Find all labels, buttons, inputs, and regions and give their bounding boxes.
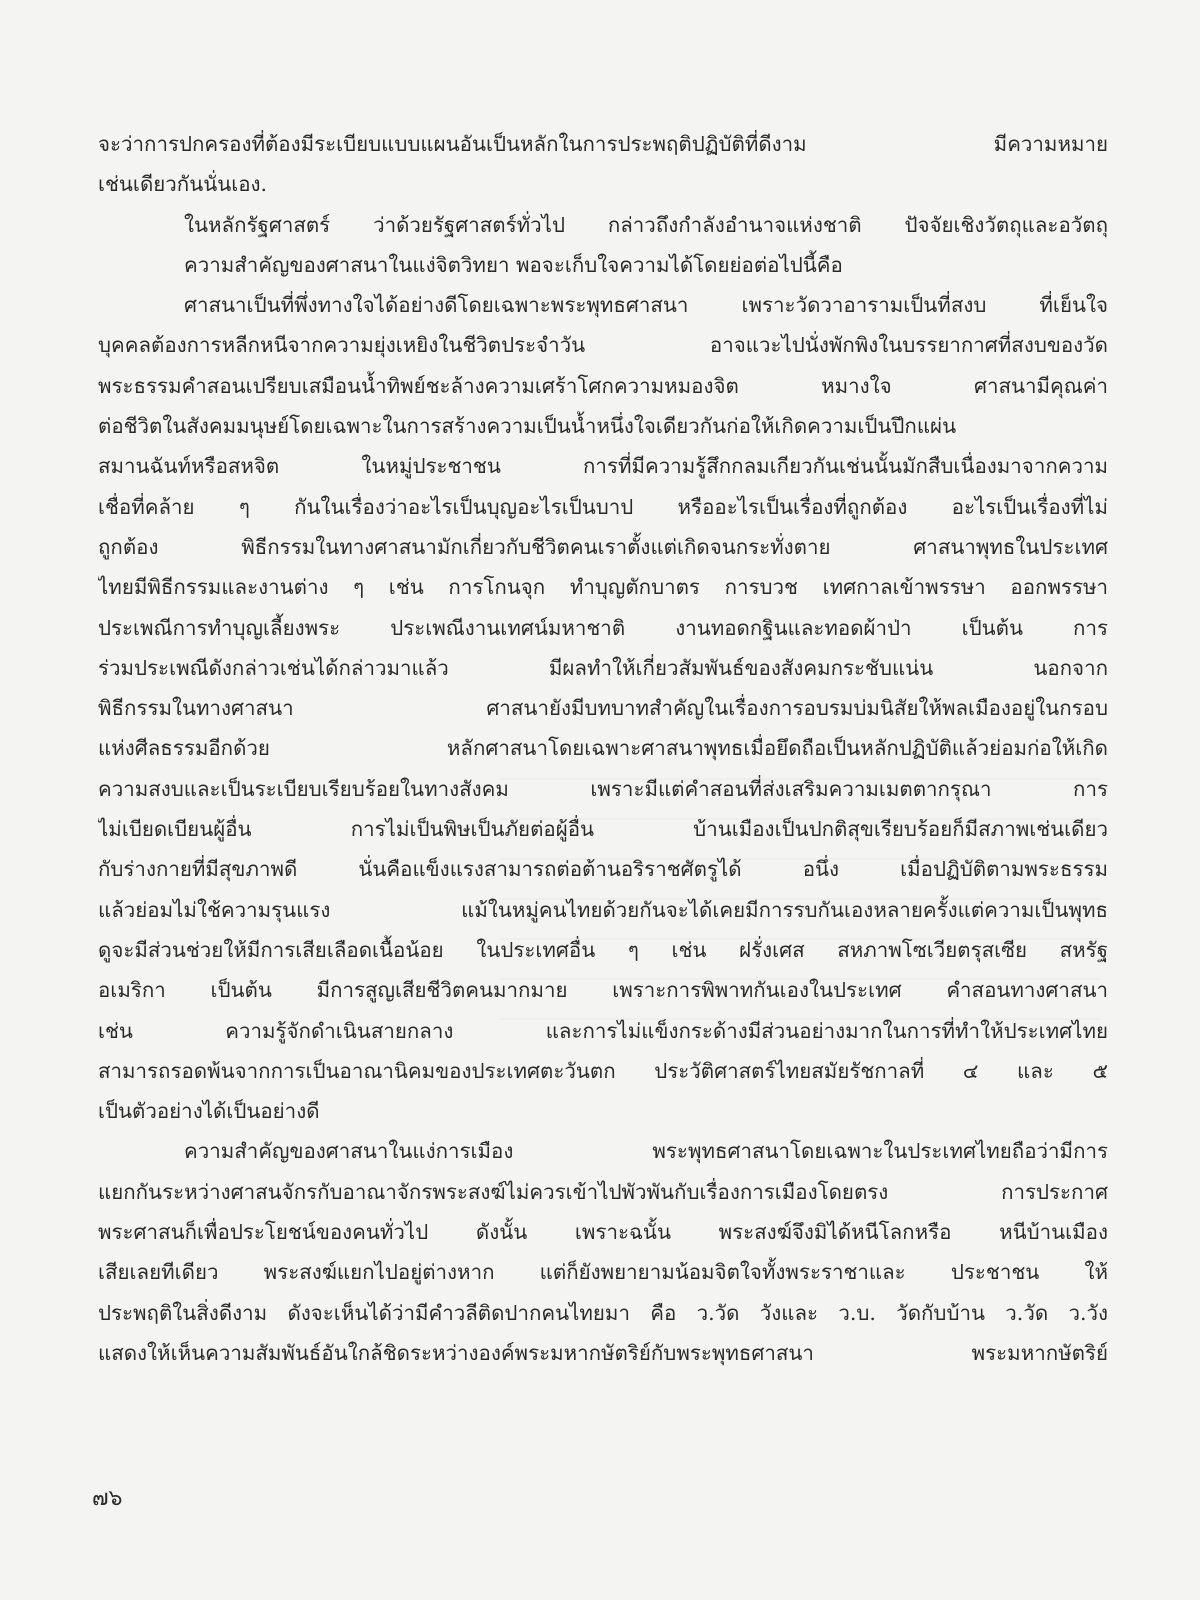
text-line: เชื่อที่คล้าย ๆ กันในเรื่องว่าอะไรเป็นบุญอะไรเป็นบาป หรืออะไรเป็นเรื่องที่ถูกต้อง อะไรเป็นเรื่องที่ไม่ xyxy=(98,494,1108,519)
text-line: ไม่เบียดเบียนผู้อื่น การไม่เป็นพิษเป็นภัยต่อผู้อื่น บ้านเมืองเป็นปกติสุขเรียบร้อยก็มีสภาพเช่นเดียว xyxy=(98,817,1108,842)
text-line: อเมริกา เป็นต้น มีการสูญเสียชีวิตคนมากมาย เพราะการพิพาทกันเองในประเทศ คำสอนทางศาสนา xyxy=(98,978,1108,1003)
text-line: เสียเลยทีเดียว พระสงฆ์แยกไปอยู่ต่างหาก แต่ก็ยังพยายามน้อมจิตใจทั้งพระราชาและ ประชาชน ให้ xyxy=(98,1260,1108,1285)
text-line: สมานฉันท์หรือสหจิต ในหมู่ประชาชน การที่มีความรู้สึกกลมเกียวกันเช่นนั้นมักสืบเนื่องมาจากความ xyxy=(98,454,1108,479)
text-line: พิธีกรรมในทางศาสนา ศาสนายังมีบทบาทสำคัญในเรื่องการอบรมบ่มนิสัยให้พลเมืองอยู่ในกรอบ xyxy=(98,696,1108,721)
text-line: ประพฤติในสิ่งดีงาม ดังจะเห็นได้ว่ามีคำวลีติดปากคนไทยมา คือ ว.วัด วังและ ว.บ. วัดกับบ้าน ว.วัด ว.วัง xyxy=(98,1300,1108,1325)
text-line: ความสำคัญของศาสนาในแง่การเมือง พระพุทธศาสนาโดยเฉพาะในประเทศไทยถือว่ามีการ xyxy=(184,1139,1108,1164)
text-line: เช่น ความรู้จักดำเนินสายกลาง และการไม่แข็งกระด้างมีส่วนอย่างมากในการที่ทำให้ประเทศไทย xyxy=(98,1018,1108,1043)
text-line: แยกกันระหว่างศาสนจักรกับอาณาจักรพระสงฆ์ไม่ควรเข้าไปพัวพันกับเรื่องการเมืองโดยตรง การประกาศ xyxy=(98,1179,1108,1204)
text-line: แสดงให้เห็นความสัมพันธ์อันใกล้ชิดระหว่างองค์พระมหากษัตริย์กับพระพุทธศาสนา พระมหากษัตริย์ xyxy=(98,1340,1108,1365)
text-line: แห่งศีลธรรมอีกด้วย หลักศาสนาโดยเฉพาะศาสนาพุทธเมื่อยึดถือเป็นหลักปฏิบัติแล้วย่อมก่อให้เกิด xyxy=(98,736,1108,761)
body-text xyxy=(98,124,1108,1373)
text-line: จะว่าการปกครองที่ต้องมีระเบียบแบบแผนอันเป็นหลักในการประพฤติปฏิบัติที่ดีงาม มีความหมาย xyxy=(98,132,1108,156)
text-line: เป็นตัวอย่างได้เป็นอย่างดี xyxy=(98,1099,320,1124)
text-line: กับร่างกายที่มีสุขภาพดี นั่นคือแข็งแรงสามารถต่อต้านอริราชศัตรูได้ อนึ่ง เมื่อปฏิบัติตามพระธรรม xyxy=(98,857,1108,882)
text-line: บุคคลต้องการหลีกหนีจากความยุ่งเหยิงในชีวิตประจำวัน อาจแวะไปนั่งพักพิงในบรรยากาศที่สงบของวัด xyxy=(98,333,1108,358)
text-line: ไทยมีพิธีกรรมและงานต่าง ๆ เช่น การโกนจุก ทำบุญตักบาตร การบวช เทศกาลเข้าพรรษา ออกพรรษา xyxy=(98,575,1108,600)
text-line: ในหลักรัฐศาสตร์ ว่าด้วยรัฐศาสตร์ทั่วไป กล่าวถึงกำลังอำนาจแห่งชาติ ปัจจัยเชิงวัตถุและอวัตถุ xyxy=(184,212,1108,237)
text-line: ศาสนาเป็นที่พึ่งทางใจได้อย่างดีโดยเฉพาะพระพุทธศาสนา เพราะวัดวาอารามเป็นที่สงบ ที่เย็นใจ xyxy=(184,293,1108,318)
page-number: ๗๖ xyxy=(92,1486,123,1511)
text-line: สามารถรอดพ้นจากการเป็นอาณานิคมของประเทศตะวันตก ประวัติศาสตร์ไทยสมัยรัชกาลที่ ๔ และ ๕ xyxy=(98,1058,1108,1083)
text-line: เช่นเดียวกันนั่นเอง. xyxy=(98,172,268,197)
text-line: พระธรรมคำสอนเปรียบเสมือนน้ำทิพย์ชะล้างความเศร้าโศกความหมองจิต หมางใจ ศาสนามีคุณค่า xyxy=(98,373,1108,398)
text-line: พระศาสนก็เพื่อประโยชน์ของคนทั่วไป ดังนั้น เพราะฉนั้น พระสงฆ์จึงมิได้หนีโลกหรือ หนีบ้านเมือง xyxy=(98,1220,1108,1245)
text-line: แล้วย่อมไม่ใช้ความรุนแรง แม้ในหมู่คนไทยด้วยกันจะได้เคยมีการรบกันเองหลายครั้งแต่ความเป็นพุทธ xyxy=(98,897,1108,922)
text-line: ความสำคัญของศาสนาในแง่จิตวิทยา พอจะเก็บใจความได้โดยย่อต่อไปนี้คือ xyxy=(184,252,843,277)
text-line: ร่วมประเพณีดังกล่าวเช่นได้กล่าวมาแล้ว มีผลทำให้เกี่ยวสัมพันธ์ของสังคมกระชับแน่น นอกจาก xyxy=(98,655,1108,680)
text-line: ถูกต้อง พิธีกรรมในทางศาสนามักเกี่ยวกับชีวิตคนเราตั้งแต่เกิดจนกระทั่งตาย ศาสนาพุทธในประเทศ xyxy=(98,534,1108,559)
text-line: ดูจะมีส่วนช่วยให้มีการเสียเลือดเนื้อน้อย ในประเทศอื่น ๆ เช่น ฝรั่งเศส สหภาพโซเวียตรุสเซีย สหรัฐ xyxy=(98,937,1108,962)
text-line: ความสงบและเป็นระเบียบเรียบร้อยในทางสังคม เพราะมีแต่คำสอนที่ส่งเสริมความเมตตากรุณา การ xyxy=(98,776,1108,801)
text-line: ประเพณีการทำบุญเลี้ยงพระ ประเพณีงานเทศน์มหาชาติ งานทอดกฐินและทอดผ้าป่า เป็นต้น การ xyxy=(98,615,1108,640)
text-line: ต่อชีวิตในสังคมมนุษย์โดยเฉพาะในการสร้างความเป็นน้ำหนึ่งใจเดียวกันก่อให้เกิดความเป็นปึกแผ่น xyxy=(98,414,957,439)
